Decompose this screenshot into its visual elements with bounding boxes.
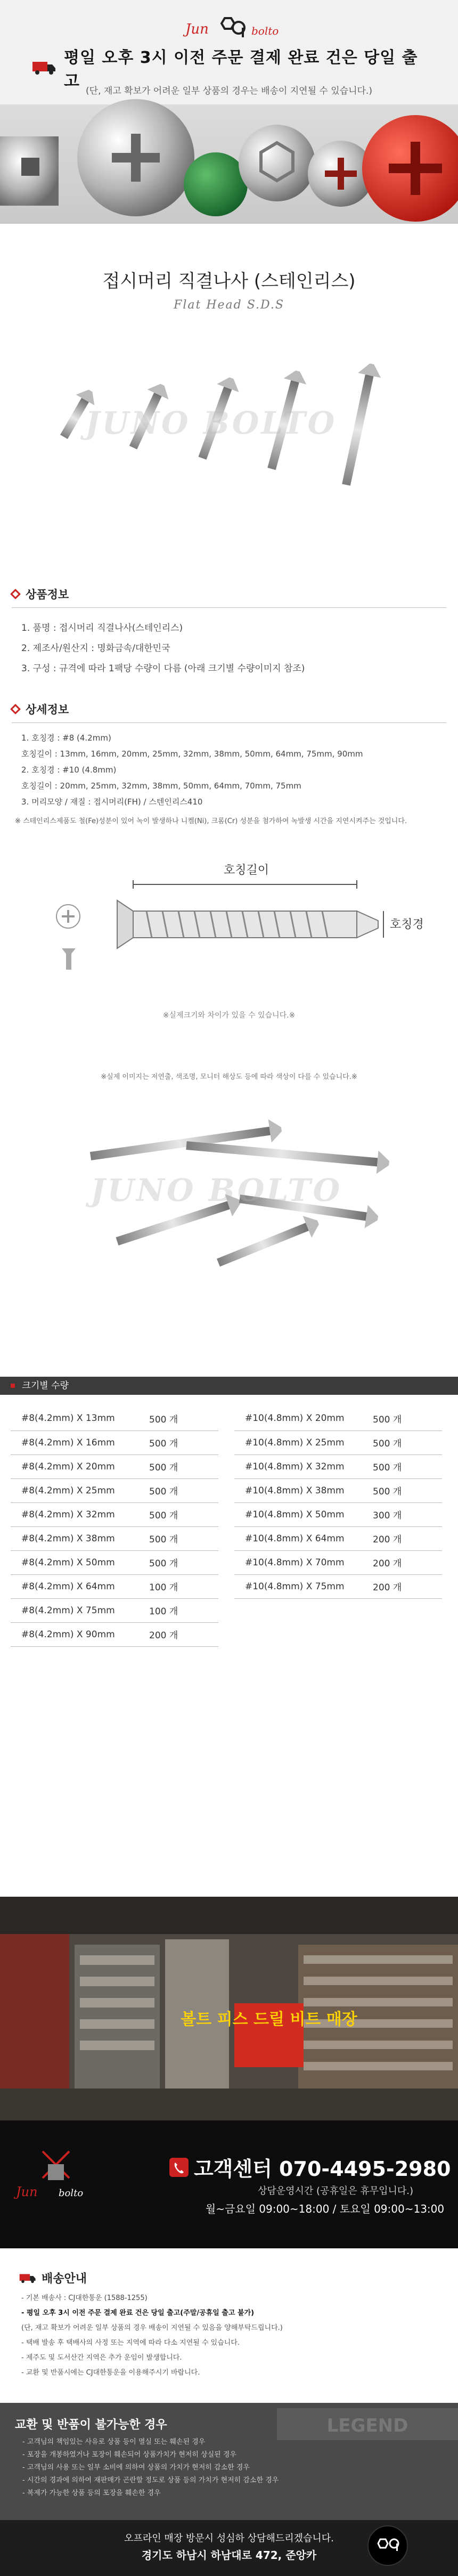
customer-center-phone[interactable] xyxy=(169,2152,451,2182)
footer-logo xyxy=(11,2141,101,2210)
size-quantity: 500 개 xyxy=(149,1526,218,1550)
size-name: #10(4.8mm) X 38mm xyxy=(234,1478,373,1502)
size-name: #8(4.2mm) X 20mm xyxy=(11,1454,149,1478)
size-row xyxy=(11,1550,218,1574)
store-interior-photo xyxy=(0,1897,458,2120)
exchange-item: - 고객님의 책임있는 사유로 상품 등이 멸실 또는 훼손된 경우 xyxy=(22,2438,206,2446)
logo-text-left: Jun xyxy=(185,21,209,37)
delivery-truck-icon xyxy=(32,60,56,76)
product-title: 접시머리 직결나사 (스테인리스) xyxy=(102,271,356,292)
store-interior-image xyxy=(0,1897,458,2120)
size-quantity: 500 개 xyxy=(373,1431,442,1454)
size-quantity: 500 개 xyxy=(149,1550,218,1574)
size-quantity: 500 개 xyxy=(149,1502,218,1526)
size-name: #8(4.2mm) X 38mm xyxy=(11,1526,149,1550)
size-quantity: 500 개 xyxy=(149,1454,218,1478)
product-info-item: 1. 품명 : 접시머리 직결나사(스테인리스) xyxy=(21,623,183,633)
size-row xyxy=(234,1431,442,1454)
size-quantity: 300 개 xyxy=(373,1502,442,1526)
size-quantity: 200 개 xyxy=(149,1622,218,1646)
length-label: 호칭길이 xyxy=(224,864,269,877)
footer-logo-text-right: bolto xyxy=(59,2188,84,2199)
footer-logo-text-left: Jun xyxy=(16,2184,38,2199)
size-row xyxy=(11,1622,218,1646)
notice-subtext: (단, 재고 확보가 어려운 일부 상품의 경우는 배송이 지연될 수 있습니다.) xyxy=(86,86,372,96)
size-name: #10(4.8mm) X 64mm xyxy=(234,1526,373,1550)
size-row xyxy=(11,1478,218,1502)
customer-center xyxy=(0,2120,458,2248)
size-name: #10(4.8mm) X 32mm xyxy=(234,1454,373,1478)
color-disclaimer: ※실제 이미지는 저연출, 색조명, 모니터 해상도 등에 따라 색상이 다를 수 있습니다.※ xyxy=(101,1073,357,1081)
size-quantity: 200 개 xyxy=(373,1574,442,1598)
size-quantity: 200 개 xyxy=(373,1526,442,1550)
hours-label: 상담운영시간 (공휴일은 휴무입니다.) xyxy=(257,2185,414,2197)
header xyxy=(0,0,458,224)
size-disclaimer: ※실제크기와 차이가 있을 수 있습니다.※ xyxy=(162,1011,296,1020)
exchange-return-section xyxy=(0,2403,458,2520)
shipping-item: - 택배 발송 후 택배사의 사정 또는 지역에 따라 다소 지연될 수 있습니다. xyxy=(21,2339,240,2347)
divider xyxy=(12,722,446,723)
size-quantity-heading: 크기별 수량 xyxy=(22,1380,69,1391)
size-quantity: 500 개 xyxy=(373,1407,442,1431)
screws-lineup-photo xyxy=(32,373,426,533)
size-name: #10(4.8mm) X 20mm xyxy=(234,1407,373,1431)
detail-info-item: 호칭길이 : 20mm, 25mm, 32mm, 38mm, 50mm, 64mm, 70mm, 75mm xyxy=(21,781,301,791)
scattered-screws-photo xyxy=(69,1108,389,1279)
footer-logo-badge xyxy=(367,2525,408,2566)
detail-info-item: 3. 머리모양 / 재질 : 접시머리(FH) / 스텐인리스410 xyxy=(21,797,203,807)
size-row xyxy=(234,1407,442,1431)
size-name: #8(4.2mm) X 90mm xyxy=(11,1622,149,1646)
shipping-heading-text: 배송안내 xyxy=(42,2272,87,2286)
size-row xyxy=(11,1574,218,1598)
square-bullet-icon xyxy=(11,1384,15,1388)
size-row xyxy=(11,1502,218,1526)
detail-info-item: 2. 호칭경 : #10 (4.8mm) xyxy=(21,765,117,775)
shipping-item: - 제주도 및 도서산간 지역은 추가 운임이 발생합니다. xyxy=(21,2354,182,2362)
size-name: #8(4.2mm) X 25mm xyxy=(11,1478,149,1502)
size-row xyxy=(11,1454,218,1478)
shipping-item: - 교환 및 반품시에는 CJ대한통운을 이용해주시기 바랍니다. xyxy=(21,2369,200,2377)
product-info-heading xyxy=(12,586,69,602)
exchange-item: - 고객님의 사용 또는 일부 소비에 의하여 상품의 가치가 현저히 감소한 경우 xyxy=(22,2464,250,2472)
footer xyxy=(0,2520,458,2576)
size-name: #10(4.8mm) X 50mm xyxy=(234,1502,373,1526)
logo-bolt-mark-icon xyxy=(217,16,247,39)
size-name: #8(4.2mm) X 16mm xyxy=(11,1431,149,1454)
hours-value: 월~금요일 09:00~18:00 / 토요일 09:00~13:00 xyxy=(205,2203,445,2215)
shipping-item: - 평일 오후 3시 이전 주문 결제 완료 건은 당일 출고(주말/공휴일 출고 불가) xyxy=(21,2309,255,2317)
size-quantity: 500 개 xyxy=(149,1431,218,1454)
exchange-item: - 시간의 경과에 의하여 재판매가 곤란할 정도로 상품 등의 가치가 현저히 감소한 경우 xyxy=(22,2476,279,2484)
size-row xyxy=(234,1574,442,1598)
product-info-item: 2. 제조사/원산지 : 명화금속/대한민국 xyxy=(21,643,170,654)
size-quantity: 100 개 xyxy=(149,1598,218,1622)
logo-text-right: bolto xyxy=(251,25,279,37)
size-row xyxy=(11,1526,218,1550)
detail-info-item: 1. 호칭경 : #8 (4.2mm) xyxy=(21,733,111,743)
watermark-text: JUNO BOLTO xyxy=(85,405,337,441)
size-name: #8(4.2mm) X 75mm xyxy=(11,1598,149,1622)
shipping-list xyxy=(21,2291,283,2380)
size-quantity: 100 개 xyxy=(149,1574,218,1598)
visit-store-message: 오프라인 매장 방문시 성심하 상담해드리겠습니다. xyxy=(124,2533,334,2544)
size-row xyxy=(234,1550,442,1574)
notice-text: 평일 오후 3시 이전 주문 결제 완료 건은 당일 출고 xyxy=(64,48,418,91)
tools-logo-icon xyxy=(11,2141,101,2210)
shipping-item: (단, 재고 확보가 어려운 일부 상품의 경우 배송이 지연될 수 있음을 양해부탁드립니다.) xyxy=(21,2324,283,2332)
size-quantity: 500 개 xyxy=(373,1478,442,1502)
delivery-truck-icon xyxy=(19,2271,36,2285)
size-row xyxy=(234,1502,442,1526)
size-quantity: 500 개 xyxy=(149,1478,218,1502)
size-quantity: 200 개 xyxy=(373,1550,442,1574)
size-row xyxy=(234,1526,442,1550)
store-sign-text: 볼트 피스 드릴 비트 매장 xyxy=(181,2010,357,2029)
shipping-heading xyxy=(19,2270,87,2286)
size-table-left xyxy=(11,1407,218,1647)
footer-bolt-mark-icon xyxy=(369,2526,407,2565)
store-address: 경기도 하남시 하남대로 472, 준앙카 xyxy=(141,2549,317,2562)
customer-center-title: 고객센터 070-4495-2980 xyxy=(194,2157,451,2181)
diameter-label: 호칭경 xyxy=(390,918,424,931)
exchange-heading: 교환 및 반품이 불가능한 경우 xyxy=(15,2418,167,2432)
size-row xyxy=(234,1478,442,1502)
product-info-item: 3. 구성 : 규격에 따라 1팩당 수량이 다름 (아래 크기별 수량이미지 참조) xyxy=(21,663,305,674)
corrosion-note: ※ 스테인리스제품도 철(Fe)성분이 있어 녹이 발생하나 니켈(Ni), 크롬(Cr) 성분을 첨가하여 녹발생 시간을 지연시켜주는 것입니다. xyxy=(15,817,407,825)
size-quantity: 500 개 xyxy=(149,1407,218,1431)
detail-info-heading-text: 상세정보 xyxy=(26,703,69,716)
diamond-icon xyxy=(10,589,21,599)
size-row xyxy=(11,1407,218,1431)
size-row xyxy=(234,1454,442,1478)
brand-logo[interactable] xyxy=(176,12,282,44)
product-subtitle: Flat Head S.D.S xyxy=(174,298,284,312)
screws-lineup-image xyxy=(32,373,426,533)
diamond-icon xyxy=(10,704,21,714)
hero-bolts-image xyxy=(0,104,458,224)
size-name: #8(4.2mm) X 13mm xyxy=(11,1407,149,1431)
product-info-heading-text: 상품정보 xyxy=(26,588,69,601)
size-name: #10(4.8mm) X 70mm xyxy=(234,1550,373,1574)
size-quantity-bar xyxy=(0,1377,458,1395)
size-row xyxy=(11,1431,218,1454)
exchange-item: - 복제가 가능한 상품 등의 포장을 훼손한 경우 xyxy=(22,2489,161,2497)
detail-info-heading xyxy=(12,701,69,717)
shipping-item: - 기본 배송사 : CJ대한통운 (1588-1255) xyxy=(21,2294,148,2302)
size-table-right xyxy=(234,1407,442,1599)
size-name: #8(4.2mm) X 64mm xyxy=(11,1574,149,1598)
exchange-list xyxy=(22,2436,279,2500)
size-name: #10(4.8mm) X 25mm xyxy=(234,1431,373,1454)
exchange-sign-text: LEGEND xyxy=(326,2415,408,2436)
size-name: #10(4.8mm) X 75mm xyxy=(234,1574,373,1598)
size-quantity: 500 개 xyxy=(373,1454,442,1478)
hero-bolts-banner xyxy=(0,104,458,224)
watermark-text: JUNO BOLTO xyxy=(91,1172,342,1208)
exchange-item: - 포장을 개봉하였거나 포장이 훼손되어 상품가치가 현저히 상실된 경우 xyxy=(22,2451,236,2459)
size-name: #8(4.2mm) X 50mm xyxy=(11,1550,149,1574)
product-info-list xyxy=(21,618,305,679)
size-name: #8(4.2mm) X 32mm xyxy=(11,1502,149,1526)
phone-icon xyxy=(169,2158,189,2177)
screw-dimension-diagram xyxy=(53,852,424,991)
size-row xyxy=(11,1598,218,1622)
detail-info-list xyxy=(21,730,363,810)
divider xyxy=(12,607,446,608)
detail-info-item: 호칭길이 : 13mm, 16mm, 20mm, 25mm, 32mm, 38mm, 50mm, 64mm, 75mm, 90mm xyxy=(21,749,363,759)
